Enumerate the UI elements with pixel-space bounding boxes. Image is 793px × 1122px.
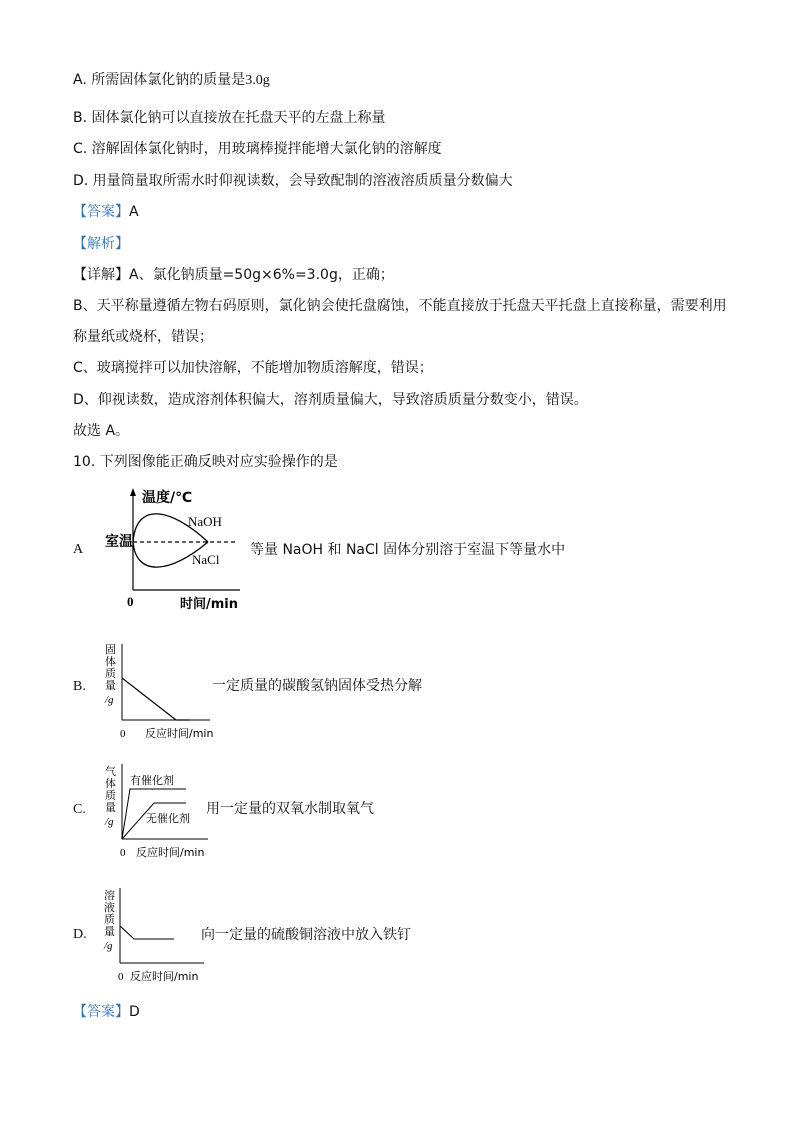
answer-value: A (129, 204, 139, 220)
graph-b-yunit: /g (105, 694, 114, 706)
q10-option-a-desc: 等量 NaOH 和 NaCl 固体分别溶于室温下等量水中 (250, 542, 566, 558)
graph-b-curve (122, 678, 190, 720)
graph-c-label-catalyst: 有催化剂 (130, 774, 174, 787)
option-d-prev: D. 用量筒量取所需水时仰视读数，会导致配制的溶液溶质质量分数偏大 (73, 173, 513, 189)
graph-a-xlabel: 时间/min (180, 597, 239, 612)
q10-option-d-desc: 向一定量的硫酸铜溶液中放入铁钉 (201, 927, 411, 943)
graph-a-origin: 0 (127, 594, 134, 609)
graph-b-xlabel: 反应时间/min (145, 727, 214, 740)
graph-c-xlabel: 反应时间/min (136, 846, 205, 859)
answer-1 (73, 202, 139, 222)
analysis-tag: 【解析】 (73, 236, 129, 252)
option-a-value: 3.0g (245, 73, 270, 88)
graph-c-ylabel-1: 气 (105, 765, 116, 778)
graph-a-ylabel: 温度/℃ (142, 490, 193, 506)
graph-a-ref-label: 室温 (105, 534, 133, 550)
analysis-line-6: 故选 A。 (73, 423, 130, 439)
graph-c-label-no-catalyst: 无催化剂 (146, 812, 190, 825)
graph-c-origin: 0 (120, 847, 126, 859)
graph-d-curve (120, 926, 174, 939)
detail-tag: 【详解】 (73, 267, 129, 283)
q10-option-b-letter: B. (73, 679, 86, 694)
option-a-text: A. 所需固体氯化钠的质量是 (73, 72, 246, 88)
q10-graph-a (105, 482, 248, 614)
graph-d-origin: 0 (118, 971, 124, 983)
graph-d-xlabel: 反应时间/min (130, 970, 199, 983)
detail-text: A、氯化钠质量=50g×6%=3.0g，正确； (129, 267, 394, 283)
graph-b-ylabel-2: 体 (105, 655, 116, 668)
option-a-prev (73, 70, 270, 91)
graph-a-label-naoh: NaOH (188, 514, 222, 529)
option-b-prev: B. 固体氯化钠可以直接放在托盘天平的左盘上称量 (73, 110, 386, 126)
q10-option-b-desc: 一定质量的碳酸氢钠固体受热分解 (212, 678, 422, 694)
graph-b-ylabel-3: 质 (105, 667, 116, 680)
analysis-line-3: 称量纸或烧杯，错误； (73, 329, 213, 345)
graph-c-ylabel-3: 质 (105, 789, 116, 802)
graph-b-ylabel-1: 固 (105, 643, 116, 656)
analysis-line-5: D、仰视读数，造成溶剂体积偏大，溶剂质量偏大，导致溶质质量分数变小，错误。 (73, 392, 588, 408)
q10-option-d-letter: D. (73, 927, 87, 942)
graph-d-yunit: /g (104, 940, 113, 952)
question-10-stem: 10. 下列图像能正确反映对应实验操作的是 (73, 454, 338, 470)
analysis-line-4: C、玻璃搅拌可以加快溶解，不能增加物质溶解度，错误； (73, 360, 433, 376)
answer-2-tag: 【答案】 (73, 1004, 129, 1020)
answer-2 (73, 1002, 140, 1022)
answer-tag: 【答案】 (73, 204, 129, 220)
graph-d-ylabel-2: 液 (104, 901, 115, 914)
q10-option-a-letter: A (73, 542, 84, 557)
option-c-prev: C. 溶解固体氯化钠时，用玻璃棒搅拌能增大氯化钠的溶解度 (73, 141, 442, 157)
answer-2-value: D (129, 1004, 140, 1020)
graph-d-ylabel-3: 质 (104, 913, 115, 926)
analysis-line-2: B、天平称量遵循左物右码原则，氯化钠会使托盘腐蚀，不能直接放于托盘天平托盘上直接称量，需要利用 (73, 298, 727, 314)
graph-a-y-arrow (130, 488, 136, 496)
q10-option-c-desc: 用一定量的双氧水制取氧气 (206, 801, 374, 817)
graph-d-ylabel-1: 溶 (104, 889, 115, 902)
q10-graph-c (100, 762, 220, 866)
graph-b-ylabel-4: 量 (105, 679, 116, 692)
q10-option-c-letter: C. (73, 802, 86, 817)
graph-a-label-nacl: NaCl (192, 552, 220, 567)
graph-c-ylabel-4: 量 (105, 801, 116, 814)
graph-d-ylabel-4: 量 (104, 925, 115, 938)
analysis-line-1 (73, 265, 394, 285)
graph-c-yunit: /g (105, 816, 114, 828)
graph-b-origin: 0 (120, 728, 126, 740)
q10-graph-b (100, 640, 220, 748)
graph-c-ylabel-2: 体 (105, 777, 116, 790)
